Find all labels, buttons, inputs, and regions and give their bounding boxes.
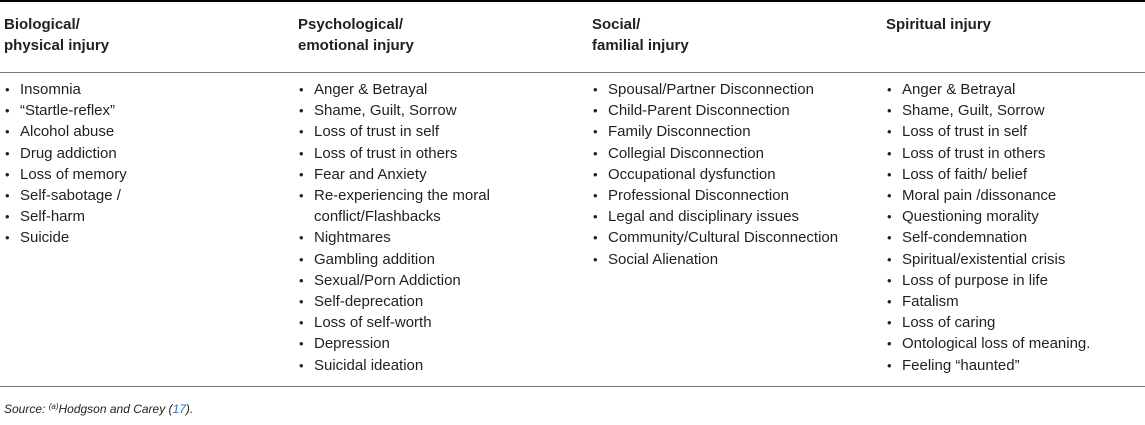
list-item [298, 270, 490, 291]
list-item [298, 291, 490, 312]
list-item [298, 249, 490, 270]
bullet-icon: • [887, 103, 892, 119]
footnote-authors: Hodgson and Carey ( [58, 402, 173, 416]
list-item-text: Shame, Guilt, Sorrow [314, 102, 457, 120]
bullet-icon: • [299, 315, 304, 331]
list-item [4, 164, 127, 185]
list-item-text: Community/Cultural Disconnection [608, 229, 839, 247]
bullet-icon: • [299, 124, 304, 140]
list-item [592, 164, 838, 185]
bullet-icon: • [5, 145, 10, 161]
list-item [592, 185, 838, 206]
list-item-text: Nightmares [314, 229, 391, 247]
list-item-text: Legal and disciplinary issues [608, 208, 799, 226]
list-item [298, 227, 490, 248]
list-item [298, 121, 490, 142]
list-item-text: Loss of faith/ belief [902, 165, 1028, 183]
list-item [886, 333, 1090, 354]
bullet-icon: • [887, 251, 892, 267]
bullet-icon: • [299, 336, 304, 352]
list-item [4, 185, 127, 206]
bullet-icon: • [887, 188, 892, 204]
list-item-text: Re-experiencing the moral [314, 187, 490, 205]
list-item-text: Loss of self-worth [314, 314, 432, 332]
list-item-text: Anger & Betrayal [314, 81, 428, 98]
list-item [592, 143, 838, 164]
list-item [298, 312, 490, 333]
list-item [886, 249, 1090, 270]
bullet-icon: • [593, 251, 598, 267]
item-list [298, 79, 490, 376]
column-header-line: emotional injury [298, 37, 414, 54]
item-list [592, 79, 838, 270]
bullet-icon: • [299, 357, 304, 373]
list-item-text: Feeling “haunted” [902, 356, 1020, 374]
column-header [4, 14, 109, 56]
list-item-text: Family Disconnection [608, 123, 751, 141]
bullet-icon: • [887, 336, 892, 352]
bullet-icon: • [299, 251, 304, 267]
column-header [298, 14, 414, 56]
list-item-text: “Startle-reflex” [20, 102, 116, 120]
list-item [886, 79, 1090, 100]
list-item-text: Spousal/Partner Disconnection [608, 81, 814, 98]
list-item-text: Loss of memory [20, 165, 127, 183]
list-item [4, 206, 127, 227]
list-item-text: Social Alienation [608, 250, 719, 268]
item-list [4, 79, 127, 249]
column-header [592, 14, 689, 56]
list-item-text: Loss of trust in others [314, 144, 458, 162]
list-item [886, 164, 1090, 185]
bullet-icon: • [887, 357, 892, 373]
list-item [886, 227, 1090, 248]
list-item-text: Fear and Anxiety [314, 165, 427, 183]
table-header-rule [0, 72, 1145, 73]
bullet-icon: • [299, 272, 304, 288]
list-item [298, 79, 490, 100]
bullet-icon: • [887, 294, 892, 310]
footnote-marker: (a) [48, 402, 59, 411]
bullet-icon: • [299, 82, 304, 97]
list-item [298, 355, 490, 376]
list-item [298, 333, 490, 354]
list-item [886, 270, 1090, 291]
list-item-text: conflict/Flashbacks [314, 208, 441, 226]
table-footnote [4, 402, 193, 416]
list-item-text: Drug addiction [20, 144, 117, 162]
list-item-text: Alcohol abuse [20, 123, 115, 141]
column-header-line: familial injury [592, 37, 689, 54]
bullet-icon: • [887, 230, 892, 246]
column-header-line: Psychological/ [298, 16, 404, 33]
bullet-icon: • [5, 166, 10, 182]
list-item-text: Professional Disconnection [608, 187, 789, 205]
bullet-icon: • [299, 230, 304, 246]
list-item-text: Loss of caring [902, 314, 996, 332]
bullet-icon: • [5, 209, 10, 225]
list-item [592, 100, 838, 121]
list-item-text: Self-condemnation [902, 229, 1028, 247]
bullet-icon: • [593, 166, 598, 182]
list-item-text: Fatalism [902, 293, 959, 311]
footnote-prefix: Source: [4, 402, 49, 416]
bullet-icon: • [299, 145, 304, 161]
list-item-text: Child-Parent Disconnection [608, 102, 790, 120]
list-item [298, 164, 490, 185]
list-item-text: Gambling addition [314, 250, 435, 268]
bullet-icon: • [5, 124, 10, 140]
bullet-icon: • [593, 103, 598, 119]
table-bottom-rule [0, 386, 1145, 387]
footnote-suffix: ). [185, 402, 194, 416]
bullet-icon: • [299, 188, 304, 204]
bullet-icon: • [593, 145, 598, 161]
bullet-icon: • [299, 103, 304, 119]
list-item [592, 206, 838, 227]
column-header-line: physical injury [4, 37, 110, 54]
list-item [592, 79, 838, 100]
bullet-icon: • [5, 230, 10, 246]
list-item [298, 100, 490, 121]
list-item-text: Loss of trust in self [902, 123, 1028, 141]
list-item [886, 206, 1090, 227]
list-item-text: Loss of trust in self [314, 123, 440, 141]
list-item-text: Shame, Guilt, Sorrow [902, 102, 1045, 120]
list-item [886, 100, 1090, 121]
list-item-text: Collegial Disconnection [608, 144, 764, 162]
list-item-text: Loss of purpose in life [902, 271, 1048, 289]
bullet-icon: • [299, 166, 304, 182]
list-item [298, 185, 490, 227]
column-header-line: Social/ [592, 16, 641, 33]
list-item-text: Self-harm [20, 208, 86, 226]
bullet-icon: • [887, 209, 892, 225]
column-header-line: Biological/ [4, 16, 80, 33]
list-item [886, 312, 1090, 333]
bullet-icon: • [887, 82, 892, 97]
list-item-text: Self-sabotage / [20, 187, 121, 205]
list-item-text: Ontological loss of meaning. [902, 335, 1091, 353]
list-item [4, 100, 127, 121]
list-item [4, 79, 127, 100]
bullet-icon: • [593, 82, 598, 97]
reference-link[interactable]: 17 [172, 402, 186, 416]
list-item-text: Insomnia [20, 81, 81, 98]
list-item [592, 121, 838, 142]
list-item [886, 291, 1090, 312]
list-item [886, 185, 1090, 206]
bullet-icon: • [593, 188, 598, 204]
list-item-text: Sexual/Porn Addiction [314, 271, 461, 289]
list-item-text: Loss of trust in others [902, 144, 1046, 162]
list-item-text: Suicide [20, 229, 70, 247]
list-item [886, 121, 1090, 142]
list-item [592, 227, 838, 248]
list-item [886, 355, 1090, 376]
list-item-text: Spiritual/existential crisis [902, 250, 1066, 268]
bullet-icon: • [5, 103, 10, 119]
list-item [4, 227, 127, 248]
bullet-icon: • [593, 230, 598, 246]
list-item [298, 143, 490, 164]
list-item [886, 143, 1090, 164]
column-header-line: Spiritual injury [886, 16, 992, 33]
list-item-text: Occupational dysfunction [608, 165, 776, 183]
bullet-icon: • [5, 82, 10, 97]
list-item [592, 249, 838, 270]
bullet-icon: • [887, 124, 892, 140]
list-item-text: Anger & Betrayal [902, 81, 1016, 98]
list-item-text: Questioning morality [902, 208, 1039, 226]
bullet-icon: • [593, 209, 598, 225]
bullet-icon: • [887, 145, 892, 161]
item-list [886, 79, 1090, 376]
bullet-icon: • [887, 315, 892, 331]
list-item-text: Self-deprecation [314, 293, 424, 311]
list-item-text: Moral pain /dissonance [902, 187, 1057, 205]
bullet-icon: • [887, 272, 892, 288]
list-item [4, 143, 127, 164]
bullet-icon: • [593, 124, 598, 140]
bullet-icon: • [299, 294, 304, 310]
list-item [4, 121, 127, 142]
column-header [886, 14, 991, 35]
list-item-text: Suicidal ideation [314, 356, 424, 374]
list-item-text: Depression [314, 335, 390, 353]
bullet-icon: • [5, 188, 10, 204]
table-top-rule [0, 0, 1145, 2]
bullet-icon: • [887, 166, 892, 182]
